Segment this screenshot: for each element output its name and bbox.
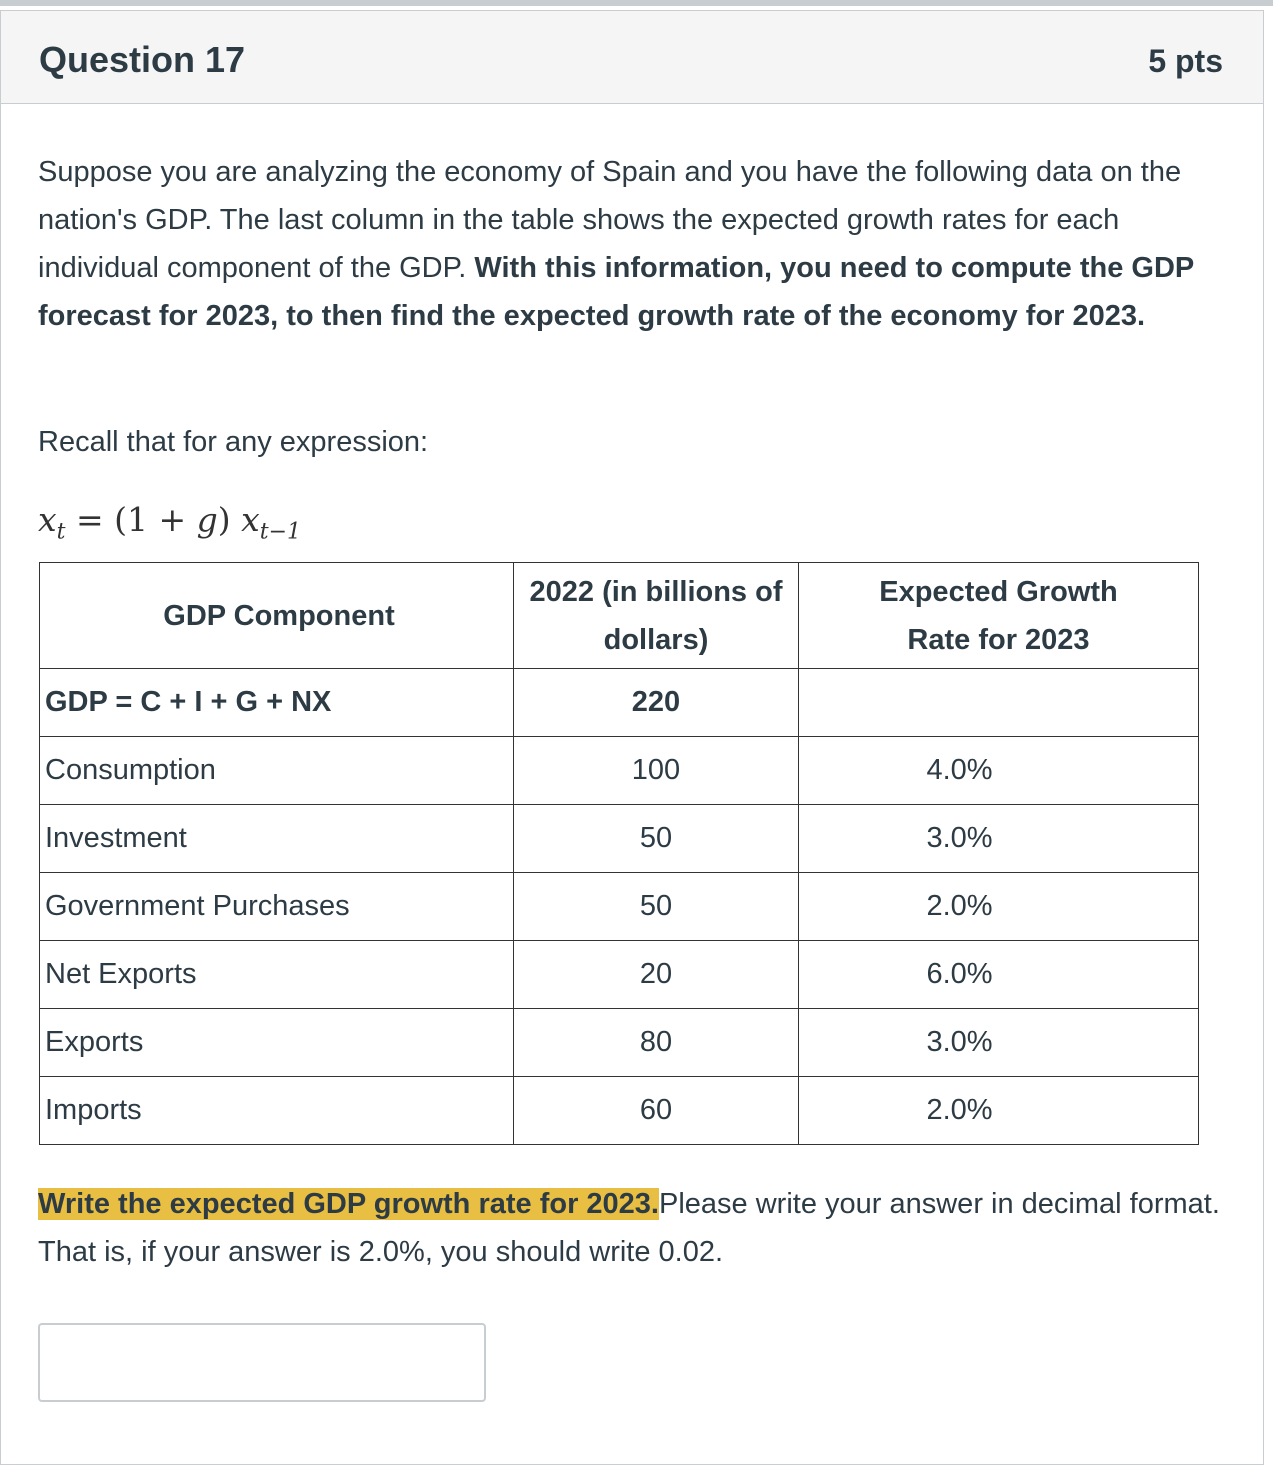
table-row	[40, 873, 1199, 941]
cell-value-2022: 60	[514, 1077, 799, 1145]
table-row	[40, 1009, 1199, 1077]
answer-input[interactable]	[38, 1323, 486, 1402]
cell-component: GDP = C + I + G + NX	[40, 669, 514, 737]
header-2022-value: 2022 (in billions of dollars)	[514, 563, 799, 669]
cell-value-2022: 100	[514, 737, 799, 805]
cell-growth: 4.0%	[799, 737, 1199, 805]
question-text-bold: With this information, you need to compute the GDP forecast for 2023, to then find the expected growth rate of the economy for 2023.	[38, 252, 1194, 332]
formula-rhs-var: x	[241, 500, 260, 539]
cell-component: Exports	[40, 1009, 514, 1077]
cell-growth: 2.0%	[799, 873, 1199, 941]
cell-component: Imports	[40, 1077, 514, 1145]
cell-value-2022: 50	[514, 873, 799, 941]
cell-growth: 3.0%	[799, 805, 1199, 873]
table-header-row	[40, 563, 1199, 669]
recall-text: Recall that for any expression:	[38, 426, 429, 458]
cell-component: Consumption	[40, 737, 514, 805]
answer-prompt	[38, 1180, 1238, 1276]
header-growth-rate: Expected Growth Rate for 2023	[799, 563, 1199, 669]
table-row	[40, 805, 1199, 873]
formula-lhs-sub: t	[56, 519, 66, 545]
cell-value-2022: 220	[514, 669, 799, 737]
table-row	[40, 941, 1199, 1009]
answer-prompt-highlight: Write the expected GDP growth rate for 2023.	[38, 1188, 659, 1220]
formula-lhs-var: x	[38, 500, 57, 539]
header-gdp-component: GDP Component	[40, 563, 514, 669]
cell-component: Government Purchases	[40, 873, 514, 941]
cell-component: Net Exports	[40, 941, 514, 1009]
formula-paren-close: )	[217, 500, 231, 539]
question-text	[38, 148, 1228, 340]
question-title: Question 17	[39, 39, 246, 80]
cell-growth: 6.0%	[799, 941, 1199, 1009]
growth-formula	[38, 500, 301, 545]
question-points: 5 pts	[1148, 43, 1223, 79]
top-strip	[0, 0, 1273, 6]
question-header	[1, 11, 1263, 104]
cell-value-2022: 80	[514, 1009, 799, 1077]
formula-rhs-sub: t−1	[259, 519, 302, 545]
cell-growth: 3.0%	[799, 1009, 1199, 1077]
formula-paren-open: (1 +	[114, 500, 197, 539]
cell-growth	[799, 669, 1199, 737]
cell-value-2022: 20	[514, 941, 799, 1009]
table-row	[40, 1077, 1199, 1145]
gdp-table	[39, 562, 1199, 1145]
question-text-plain: Suppose you are analyzing the economy of Spain and you have the following data on the nation's GDP. The last column in the table shows the expected growth rates for each individual component of the GDP.	[38, 156, 1182, 284]
table-row	[40, 669, 1199, 737]
cell-value-2022: 50	[514, 805, 799, 873]
cell-growth: 2.0%	[799, 1077, 1199, 1145]
formula-growth-var: g	[196, 500, 218, 539]
answer-prompt-instruction: Please write your answer in decimal format. That is, if your answer is 2.0%, you should write 0.02.	[38, 1188, 1220, 1268]
formula-equals: =	[75, 500, 104, 539]
table-row	[40, 737, 1199, 805]
cell-component: Investment	[40, 805, 514, 873]
